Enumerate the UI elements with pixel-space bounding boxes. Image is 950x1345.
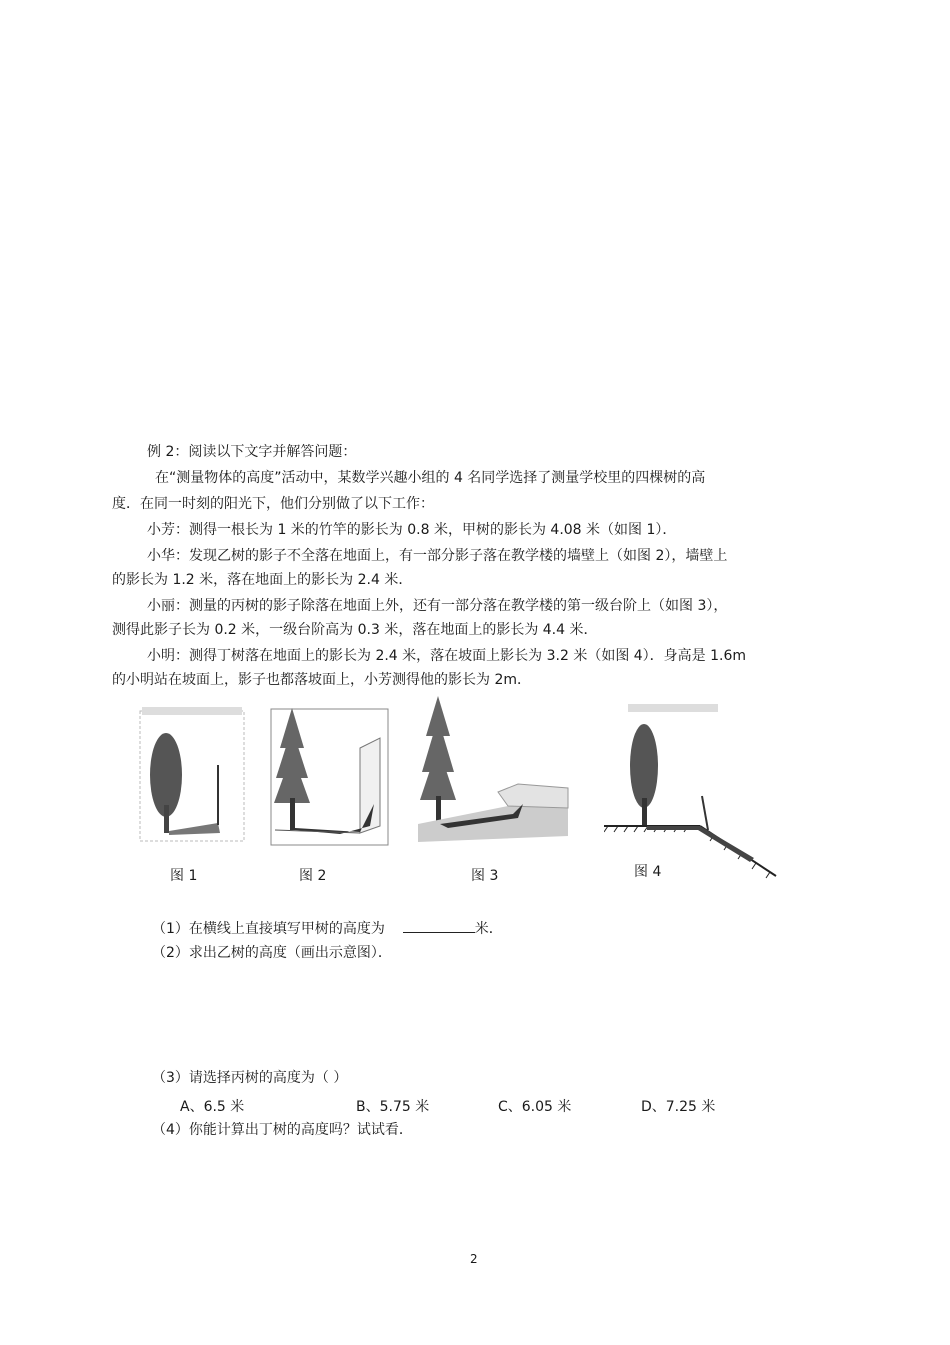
figure-3-caption: 图 3 [471,868,499,884]
figure-4-caption: 图 4 [634,864,662,880]
figure-3 [418,696,570,844]
xiaoming-line-2: 的小明站在坡面上，影子也都落坡面上，小芳测得他的影长为 2m． [112,672,531,688]
xiaoli-line-2: 测得此影子长为 0.2 米，一级台阶高为 0.3 米，落在地面上的影长为 4.4 米． [112,622,598,638]
figure-2 [270,708,390,848]
answer-blank[interactable] [403,918,475,933]
intro-line-2: 度．在同一时刻的阳光下，他们分别做了以下工作： [112,496,434,512]
figure-1-caption: 图 1 [170,868,198,884]
example-heading: 例 2：阅读以下文字并解答问题： [147,444,357,460]
option-c: C、6.05 米 [498,1099,572,1115]
question-3: （3）请选择丙树的高度为（ ） [152,1070,348,1086]
option-d: D、7.25 米 [641,1099,716,1115]
figure-4 [604,700,782,880]
xiaohua-line-2: 的影长为 1.2 米，落在地面上的影长为 2.4 米． [112,572,413,588]
question-1-prefix: （1）在横线上直接填写甲树的高度为 [152,921,385,937]
question-1 [152,918,503,939]
question-1-suffix: 米． [474,921,503,937]
xiaoli-line-1: 小丽：测量的丙树的影子除落在地面上外，还有一部分落在教学楼的第一级台阶上（如图 3）， [147,598,728,614]
question-2: （2）求出乙树的高度（画出示意图）． [152,945,392,961]
xiaohua-line-1: 小华：发现乙树的影子不全落在地面上，有一部分影子落在教学楼的墙壁上（如图 2），墙壁上 [147,548,728,564]
option-b: B、5.75 米 [356,1099,430,1115]
xiaoming-line-1: 小明：测得丁树落在地面上的影长为 2.4 米，落在坡面上影长为 3.2 米（如图 4）．身高是 1.6m [147,648,747,664]
option-a: A、6.5 米 [180,1099,245,1115]
figure-1 [138,705,248,845]
intro-line-1: 在“测量物体的高度”活动中，某数学兴趣小组的 4 名同学选择了测量学校里的四棵树的高 [155,470,706,486]
xiaofang-text: 小芳：测得一根长为 1 米的竹竿的影长为 0.8 米，甲树的影长为 4.08 米（如图 1）． [147,522,677,538]
question-4: （4）你能计算出丁树的高度吗？试试看． [152,1122,413,1138]
page-number: 2 [470,1252,478,1266]
figure-2-caption: 图 2 [299,868,327,884]
